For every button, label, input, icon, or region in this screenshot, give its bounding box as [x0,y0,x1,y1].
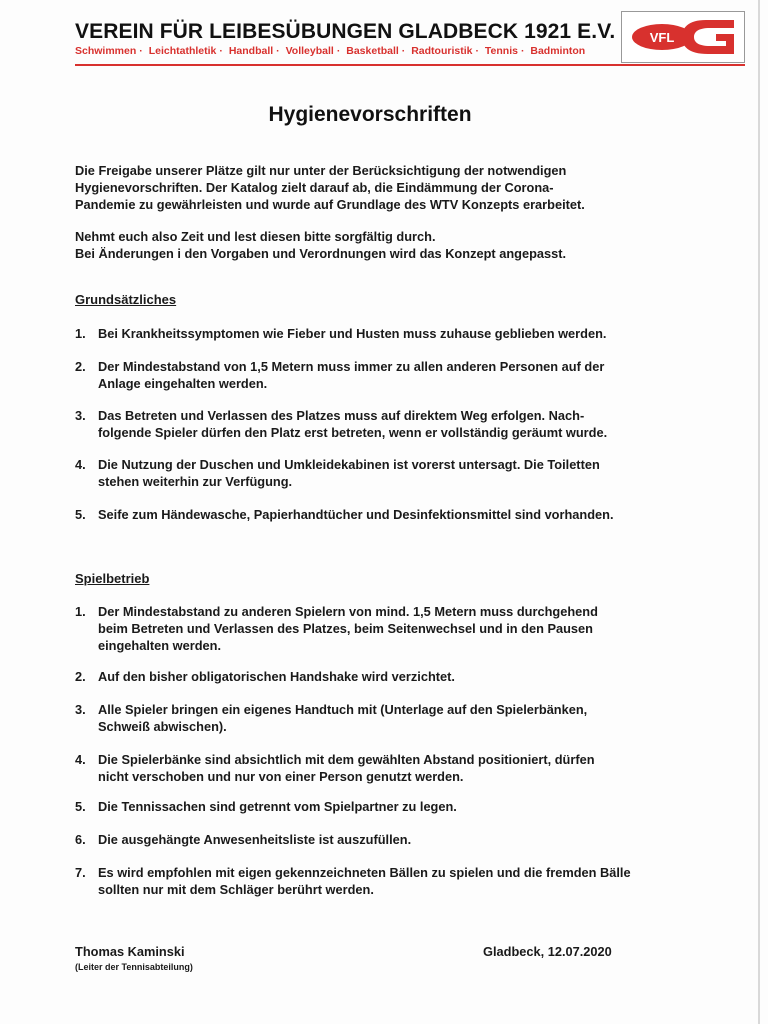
list-number: 2. [75,359,86,374]
sport-item: Schwimmen [75,45,137,57]
text-line: Die Freigabe unserer Plätze gilt nur unter der Berücksichtigung der notwendigen [75,163,567,178]
text-line: nicht verschoben und nur von einer Person genutzt werden. [98,769,464,784]
text-line: stehen weiterhin zur Verfügung. [98,474,293,489]
section-heading-spielbetrieb: Spielbetrieb [75,571,150,586]
sport-item: Volleyball [285,45,334,57]
vfl-logo-icon [622,12,744,62]
sport-item: Radtouristik [411,45,473,57]
letterhead [75,14,747,70]
sport-item: Handball [228,45,274,57]
sport-item: Tennis [484,45,518,57]
text-line: Seife zum Händewasche, Papierhandtücher und Desinfektionsmittel sind vorhanden. [98,507,614,522]
list-number: 1. [75,604,86,619]
text-line: Bei Krankheitssymptomen wie Fieber und Husten muss zuhause geblieben werden. [98,326,607,341]
club-name: VEREIN FÜR LEIBESÜBUNGEN GLADBECK 1921 E.V. [75,20,616,43]
header-divider [75,64,745,66]
text-line: Die Tennissachen sind getrennt vom Spielpartner zu legen. [98,799,457,814]
text-line: Das Betreten und Verlassen des Platzes muss auf direktem Weg erfolgen. Nach- [98,408,585,423]
text-line: Nehmt euch also Zeit und lest diesen bitte sorgfältig durch. [75,229,436,244]
list-number: 7. [75,865,86,880]
list-number: 5. [75,799,86,814]
text-line: beim Betreten und Verlassen des Platzes, beim Seitenwechsel und in den Pausen [98,621,593,636]
sport-item: Leichtathletik [148,45,217,57]
text-line: sollten nur mit dem Schläger berührt werden. [98,882,374,897]
text-line: Anlage eingehalten werden. [98,376,268,391]
place-and-date: Gladbeck, 12.07.2020 [483,944,612,959]
section-heading-grundsaetzliches: Grundsätzliches [75,292,177,307]
list-number: 4. [75,752,86,767]
text-line: folgende Spieler dürfen den Platz erst betreten, wenn er vollständig geräumt wurde. [98,425,608,440]
text-line: Alle Spieler bringen ein eigenes Handtuch mit (Unterlage auf den Spielerbänken, [98,702,588,717]
text-line: Pandemie zu gewährleisten und wurde auf Grundlage des WTV Konzepts erarbeitet. [75,197,585,212]
text-line: Auf den bisher obligatorischen Handshake wird verzichtet. [98,669,455,684]
list-number: 4. [75,457,86,472]
text-line: eingehalten werden. [98,638,222,653]
text-line: Schweiß abwischen). [98,719,227,734]
scan-edge [758,0,760,1024]
text-line: Die Spielerbänke sind absichtlich mit dem gewählten Abstand positioniert, dürfen [98,752,595,767]
page-title: Hygienevorschriften [268,103,472,126]
list-number: 2. [75,669,86,684]
text-line: Hygienevorschriften. Der Katalog zielt darauf ab, die Eindämmung der Corona- [75,180,554,195]
logo-text: VFL [649,30,675,45]
list-number: 3. [75,408,86,423]
signer-name: Thomas Kaminski [75,944,185,959]
sports-list: Schwimmen · Leichtathletik · Handball · Volleyball · Basketball · Radtouristik · Tennis · Badminton [75,45,586,57]
text-line: Bei Änderungen i den Vorgaben und Verordnungen wird das Konzept angepasst. [75,246,567,261]
list-number: 1. [75,326,86,341]
text-line: Die Nutzung der Duschen und Umkleidekabinen ist vorerst untersagt. Die Toiletten [98,457,600,472]
text-line: Die ausgehängte Anwesenheitsliste ist auszufüllen. [98,832,412,847]
club-logo [621,11,745,63]
sport-item: Badminton [530,45,586,57]
text-line: Es wird empfohlen mit eigen gekennzeichneten Bällen zu spielen und die fremden Bälle [98,865,631,880]
text-line: Der Mindestabstand zu anderen Spielern von mind. 1,5 Metern muss durchgehend [98,604,598,619]
text-line: Der Mindestabstand von 1,5 Metern muss immer zu allen anderen Personen auf der [98,359,605,374]
list-number: 6. [75,832,86,847]
signer-role: (Leiter der Tennisabteilung) [75,962,193,972]
intro-paragraph-2 [75,228,675,262]
sport-item: Basketball [346,45,399,57]
intro-paragraph-1 [75,162,675,213]
list-number: 3. [75,702,86,717]
list-number: 5. [75,507,86,522]
